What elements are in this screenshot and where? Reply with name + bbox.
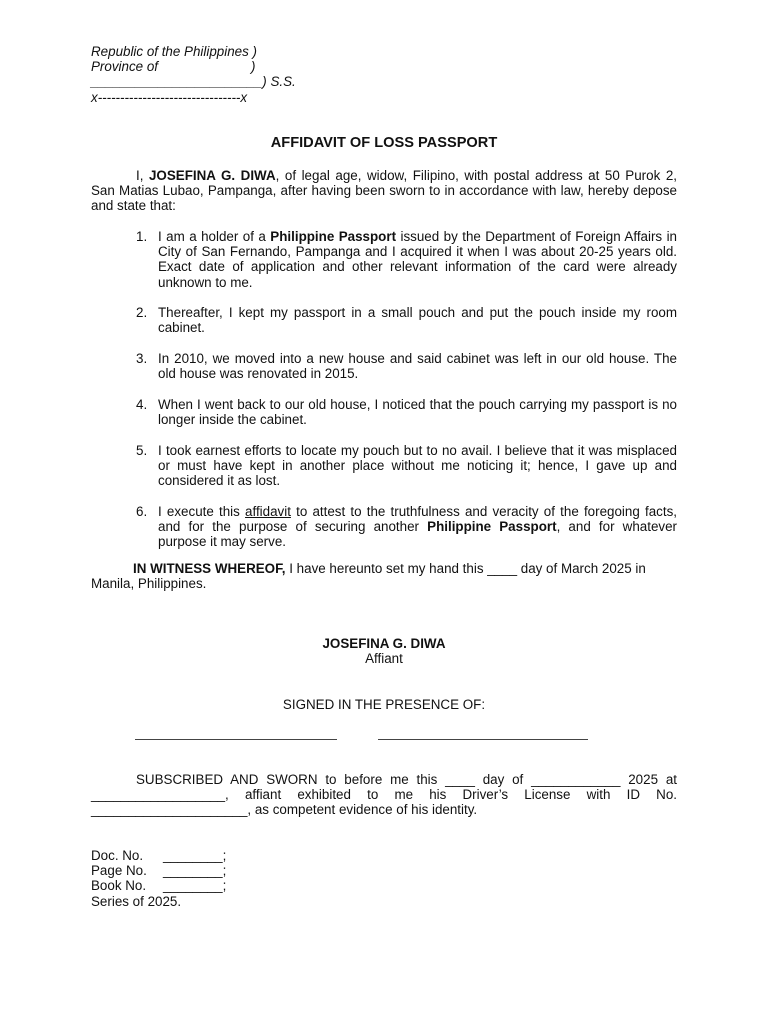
list-item (136, 351, 677, 381)
list-item (136, 305, 677, 335)
caption-line-divider: x--------------------------------x (91, 89, 248, 105)
item-text: I am a holder of a (158, 229, 271, 244)
intro-paragraph (91, 168, 677, 214)
list-item (136, 504, 677, 550)
book-no-value: ________; (163, 878, 227, 894)
item-number: 5. (136, 442, 148, 458)
item-text: In 2010, we moved into a new house and said cabinet was left in our old house. The old house was renovated in 2015. (158, 351, 677, 382)
item-text: to attest to the truthfulness and veracity of the foregoing facts, and for the purpose of securing another (158, 503, 677, 534)
intro-pre: I, (136, 168, 149, 183)
doc-no-label: Doc. No. (91, 848, 144, 863)
venue-caption (91, 44, 351, 105)
document-title: AFFIDAVIT OF LOSS PASSPORT (270, 135, 498, 151)
intro-post: , of legal age, widow, Filipino, with postal address at 50 Purok 2, San Matias Lubao, Pampanga, after having been sworn to in accordance with law, hereby depose and state that: (91, 168, 677, 214)
series-row: Series of 2025. (91, 893, 182, 909)
caption-line-ss: _______________________) S.S. (91, 74, 296, 90)
item-number: 1. (136, 229, 148, 244)
affiant-signature-name: JOSEFINA G. DIWA (322, 636, 446, 651)
book-no-row (91, 878, 311, 893)
page-no-value: ________; (163, 863, 227, 879)
statement-list (136, 229, 677, 565)
item-number: 2. (136, 305, 148, 321)
caption-line-republic: Republic of the Philippines ) (91, 44, 257, 59)
item-text: , and for whatever purpose it may serve. (158, 518, 677, 549)
doc-no-row (91, 848, 311, 863)
item-underlined-text: affidavit (245, 503, 291, 519)
affiant-role-label: Affiant (365, 651, 403, 666)
item-bold-text: Philippine Passport (270, 229, 397, 244)
item-text: I took earnest efforts to locate my pouch but to no avail. I believe that it was misplaced or must have kept in another place without me noticing it; hence, I gave up and considered it as lost. (158, 442, 677, 488)
item-text: Thereafter, I kept my passport in a small pouch and put the pouch inside my room cabinet. (158, 305, 677, 336)
jurat-paragraph: SUBSCRIBED AND SWORN to before me this ____ day of ____________ 2025 at __________________, affiant exhibited to me his Driver’s License with ID No. _____________________, as competent evidence of his identity. (91, 772, 677, 818)
item-text: issued by the Department of Foreign Affairs in City of San Fernando, Pampanga and I acquired it when I was about 20-25 years old. Exact date of application and other relevant information of the card were already unknown to me. (158, 229, 677, 290)
list-item (136, 397, 677, 427)
notarial-register (91, 848, 311, 909)
presence-heading: SIGNED IN THE PRESENCE OF: (282, 697, 486, 712)
affiant-name-inline: JOSEFINA G. DIWA (148, 168, 276, 183)
witness-text: I have hereunto set my hand this ____ day of March 2025 in Manila, Philippines. (91, 561, 646, 592)
witness-heading: IN WITNESS WHEREOF, (133, 561, 286, 576)
item-text: When I went back to our old house, I noticed that the pouch carrying my passport is no longer inside the cabinet. (158, 396, 677, 427)
book-no-label: Book No. (91, 878, 147, 894)
list-item (136, 229, 677, 290)
item-bold-text: Philippine Passport (427, 518, 557, 534)
list-item (136, 443, 677, 489)
item-number: 6. (136, 503, 148, 519)
item-text: I execute this (158, 503, 246, 519)
witness-signature-line-left (135, 739, 337, 740)
witness-paragraph (91, 561, 677, 591)
witness-signature-line-right (378, 739, 588, 740)
page-no-row (91, 863, 311, 878)
item-number: 4. (136, 396, 148, 412)
page-no-label: Page No. (91, 863, 147, 879)
doc-no-value: ________; (163, 848, 227, 863)
item-number: 3. (136, 351, 148, 366)
caption-line-province: Province of ) (91, 59, 256, 75)
